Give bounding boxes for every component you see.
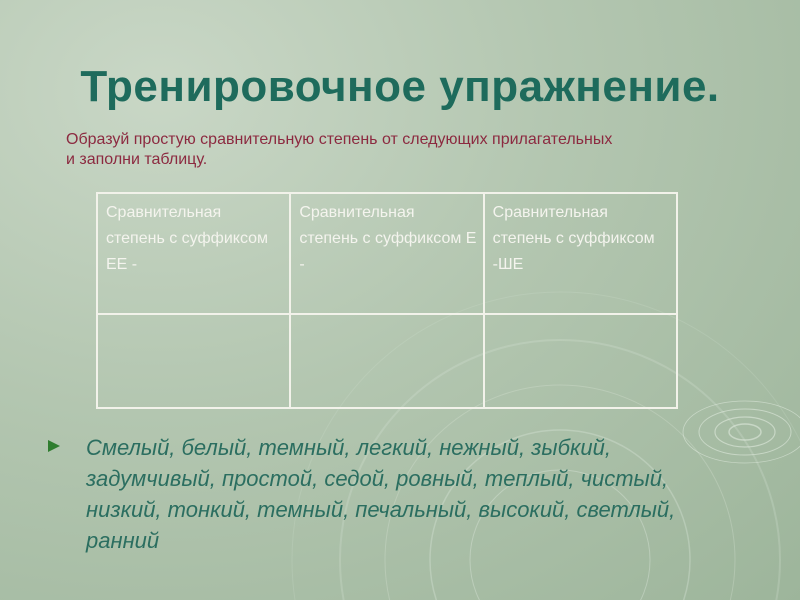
table-header-cell-she: Сравнительная степень с суффиксом -ШЕ (484, 193, 677, 314)
instruction-line-1: Образуй простую сравнительную степень от следующих прилагательных (66, 131, 613, 148)
exercise-table (96, 192, 678, 409)
adjective-list-item (48, 432, 738, 556)
table-header-cell-e: Сравнительная степень с суффиксом Е - (290, 193, 483, 314)
instruction-text (66, 130, 766, 170)
instruction-line-2: и заполни таблицу. (66, 151, 208, 168)
table-header-row (97, 193, 677, 314)
table-answer-cell-ee[interactable] (97, 314, 290, 408)
adjective-list-text: Смелый, белый, темный, легкий, нежный, зыбкий, задумчивый, простой, седой, ровный, теплый, чистый, низкий, тонкий, темный, печальный, высокий, светлый, ранний (86, 435, 676, 553)
arrow-bullet-icon (48, 440, 60, 452)
table-answer-row (97, 314, 677, 408)
table-answer-cell-e[interactable] (290, 314, 483, 408)
slide-title: Тренировочное упражнение. (80, 62, 720, 111)
table-answer-cell-she[interactable] (484, 314, 677, 408)
table-header-cell-ee: Сравнительная степень с суффиксом ЕЕ - (97, 193, 290, 314)
